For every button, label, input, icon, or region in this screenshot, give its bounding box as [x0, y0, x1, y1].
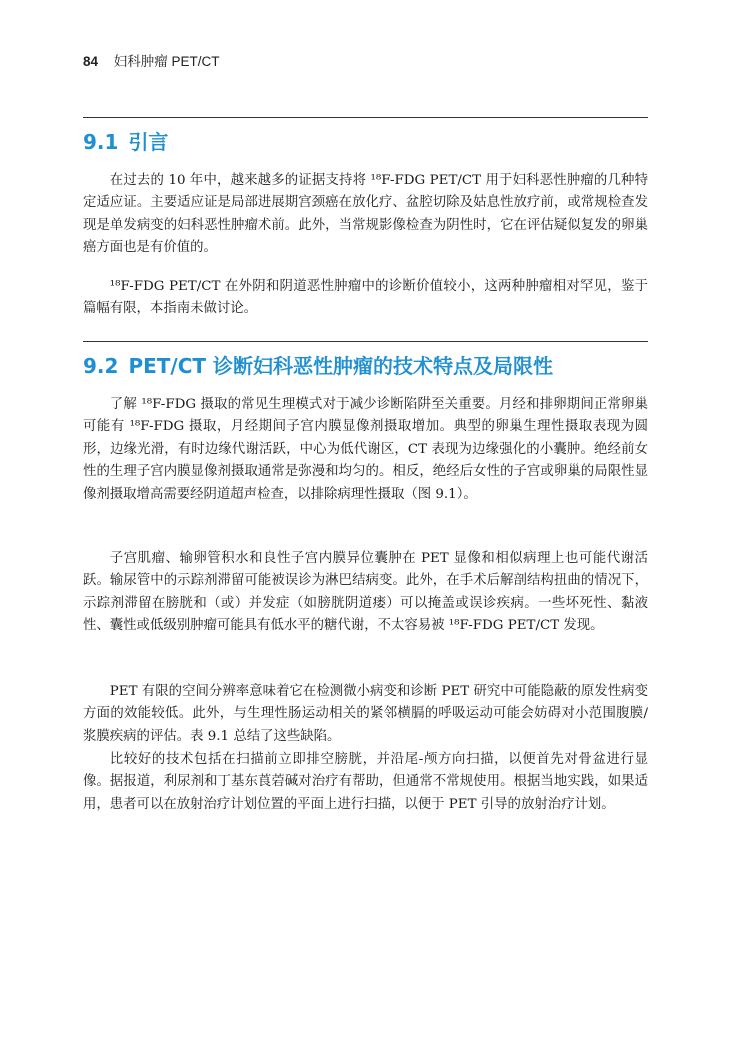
paragraph: PET 有限的空间分辨率意味着它在检测微小病变和诊断 PET 研究中可能隐蔽的原发性病变方面的效能较低。此外，与生理性肠运动相关的紧邻横膈的呼吸运动可能会妨碍对小范围腹膜/浆膜疾病的评估。表 9.1 总结了这些缺陷。	[83, 684, 648, 744]
paragraph: 比较好的技术包括在扫描前立即排空膀胱，并沿尾-颅方向扫描，以便首先对骨盆进行显像。据报道，利尿剂和丁基东莨菪碱对治疗有帮助，但通常不常规使用。根据当地实践，如果适用，患者可以在放射治疗计划位置的平面上进行扫描，以便于 PET 引导的放射治疗计划。	[83, 752, 648, 812]
section-heading-9-2	[83, 341, 648, 379]
paragraph: ¹⁸F-FDG PET/CT 在外阴和阴道恶性肿瘤中的诊断价值较小，这两种肿瘤相对罕见，鉴于篇幅有限，本指南未做讨论。	[83, 279, 648, 317]
running-header	[83, 50, 220, 70]
paragraph: 在过去的 10 年中，越来越多的证据支持将 ¹⁸F-FDG PET/CT 用于妇科恶性肿瘤的几种特定适应证。主要适应证是局部进展期宫颈癌在放化疗、盆腔切除及姑息性放疗前，或常规检查发现是单发病变的妇科恶性肿瘤术前。此外，当常规影像检查为阴性时，它在评估疑似复发的卵巢癌方面也是有价值的。	[83, 173, 648, 256]
section-number: 9.1	[83, 130, 119, 154]
section-title: PET/CT 诊断妇科恶性肿瘤的技术特点及局限性	[128, 354, 553, 378]
page-number: 84	[83, 54, 99, 69]
section-heading-9-1	[83, 117, 648, 155]
running-title: 妇科肿瘤 PET/CT	[113, 54, 220, 69]
section-number: 9.2	[83, 354, 119, 378]
paragraph: 子宫肌瘤、输卵管积水和良性子宫内膜异位囊肿在 PET 显像和相似病理上也可能代谢活跃。输尿管中的示踪剂滞留可能被误诊为淋巴结病变。此外，在手术后解剖结构扭曲的情况下，示踪剂滞留在膀胱和（或）并发症（如膀胱阴道瘘）可以掩盖或误诊疾病。一些坏死性、黏液性、囊性或低级别肿瘤可能具有低水平的糖代谢，不太容易被 ¹⁸F-FDG PET/CT 发现。	[83, 551, 648, 634]
paragraph: 了解 ¹⁸F-FDG 摄取的常见生理模式对于减少诊断陷阱至关重要。月经和排卵期间正常卵巢可能有 ¹⁸F-FDG 摄取，月经期间子宫内膜显像剂摄取增加。典型的卵巢生理性摄取表现为圆形，边缘光滑，有时边缘代谢活跃，中心为低代谢区，CT 表现为边缘强化的小囊肿。绝经前女性的生理子宫内膜显像剂摄取通常是弥漫和均匀的。相反，绝经后女性的子宫或卵巢的局限性显像剂摄取增高需要经阴道超声检查，以排除病理性摄取（图 9.1）。	[83, 397, 648, 502]
section-title: 引言	[128, 130, 169, 154]
